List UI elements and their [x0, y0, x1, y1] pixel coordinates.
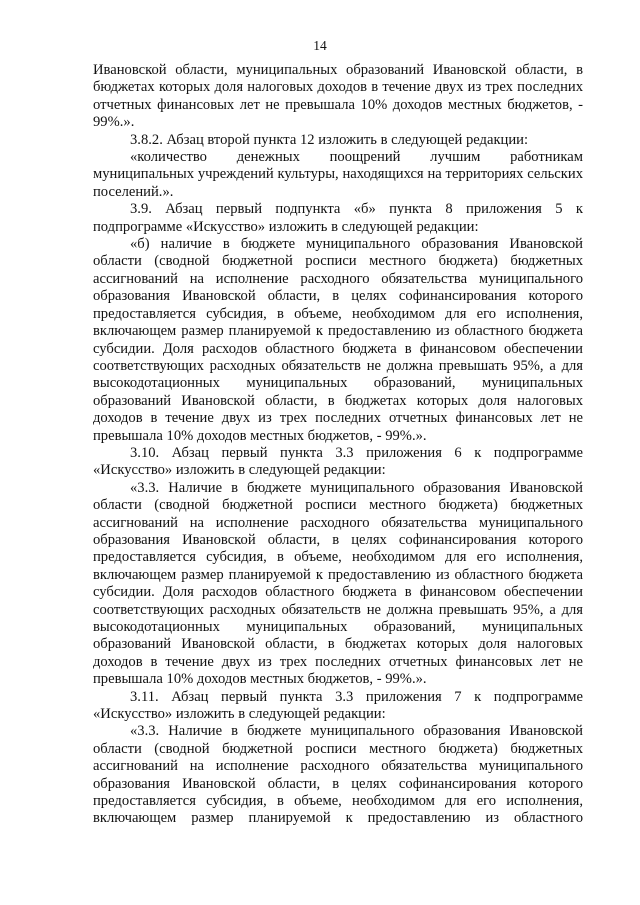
paragraph-quote-3-3-app6: «3.3. Наличие в бюджете муниципального образования Ивановской области (сводной бюджетной росписи местного бюджета) бюджетных ассигнований на исполнение расходного обязательства муниципального образования Ивановской области, в целях софинансирования которого предоставляется субсидия, в объеме, необходимом для его исполнения, включающем размер планируемой к предоставлению из областного бюджета субсидии. Доля расходов областного бюджета в финансовом обеспечении соответствующих расходных обязательств не должна превышать 95%, а для высокодотационных муниципальных образований, муниципальных образований Ивановской области, в бюджетах которых доля налоговых доходов в течение двух из трех последних отчетных финансовых лет не превышала 10% доходов местных бюджетов, - 99%.». [93, 479, 583, 688]
paragraph-continuation: Ивановской области, муниципальных образований Ивановской области, в бюджетах которых доля налоговых доходов в течение двух из трех последних отчетных финансовых лет не превышала 10% доходов местных бюджетов, - 99%.». [93, 62, 583, 131]
page-number: 14 [313, 38, 327, 53]
paragraph-3-11: 3.11. Абзац первый пункта 3.3 приложения 7 к подпрограмме «Искусство» изложить в следующей редакции: [93, 688, 583, 723]
paragraph-3-8-2: 3.8.2. Абзац второй пункта 12 изложить в следующей редакции: [130, 131, 529, 148]
paragraph-3-9: 3.9. Абзац первый подпункта «б» пункта 8 приложения 5 к подпрограмме «Искусство» изложить в следующей редакции: [93, 201, 583, 235]
paragraph-quote-awards: «количество денежных поощрений лучшим работникам муниципальных учреждений культуры, находящихся на территориях сельских поселений.». [93, 149, 583, 200]
document-body [93, 62, 583, 828]
paragraph-quote-3-3-app7: «3.3. Наличие в бюджете муниципального образования Ивановской области (сводной бюджетной росписи местного бюджета) бюджетных ассигнований на исполнение расходного обязательства муниципального образования Ивановской области, в целях софинансирования которого предоставляется субсидия, в объеме, необходимом для его исполнения, включающем размер планируемой к предоставлению из областного [93, 723, 583, 827]
paragraph-quote-b: «б) наличие в бюджете муниципального образования Ивановской области (сводной бюджетной росписи местного бюджета) бюджетных ассигнований на исполнение расходного обязательства муниципального образования Ивановской области, в целях софинансирования которого предоставляется субсидия, в объеме, необходимом для его исполнения, включающем размер планируемой к предоставлению из областного бюджета субсидии. Доля расходов областного бюджета в финансовом обеспечении соответствующих расходных обязательств не должна превышать 95%, а для высокодотационных муниципальных образований, муниципальных образований Ивановской области, в бюджетах которых доля налоговых доходов в течение двух из трех последних отчетных финансовых лет не превышала 10% доходов местных бюджетов, - 99%.». [93, 236, 583, 444]
paragraph-3-10: 3.10. Абзац первый пункта 3.3 приложения 6 к подпрограмме «Искусство» изложить в следующей редакции: [93, 444, 583, 479]
